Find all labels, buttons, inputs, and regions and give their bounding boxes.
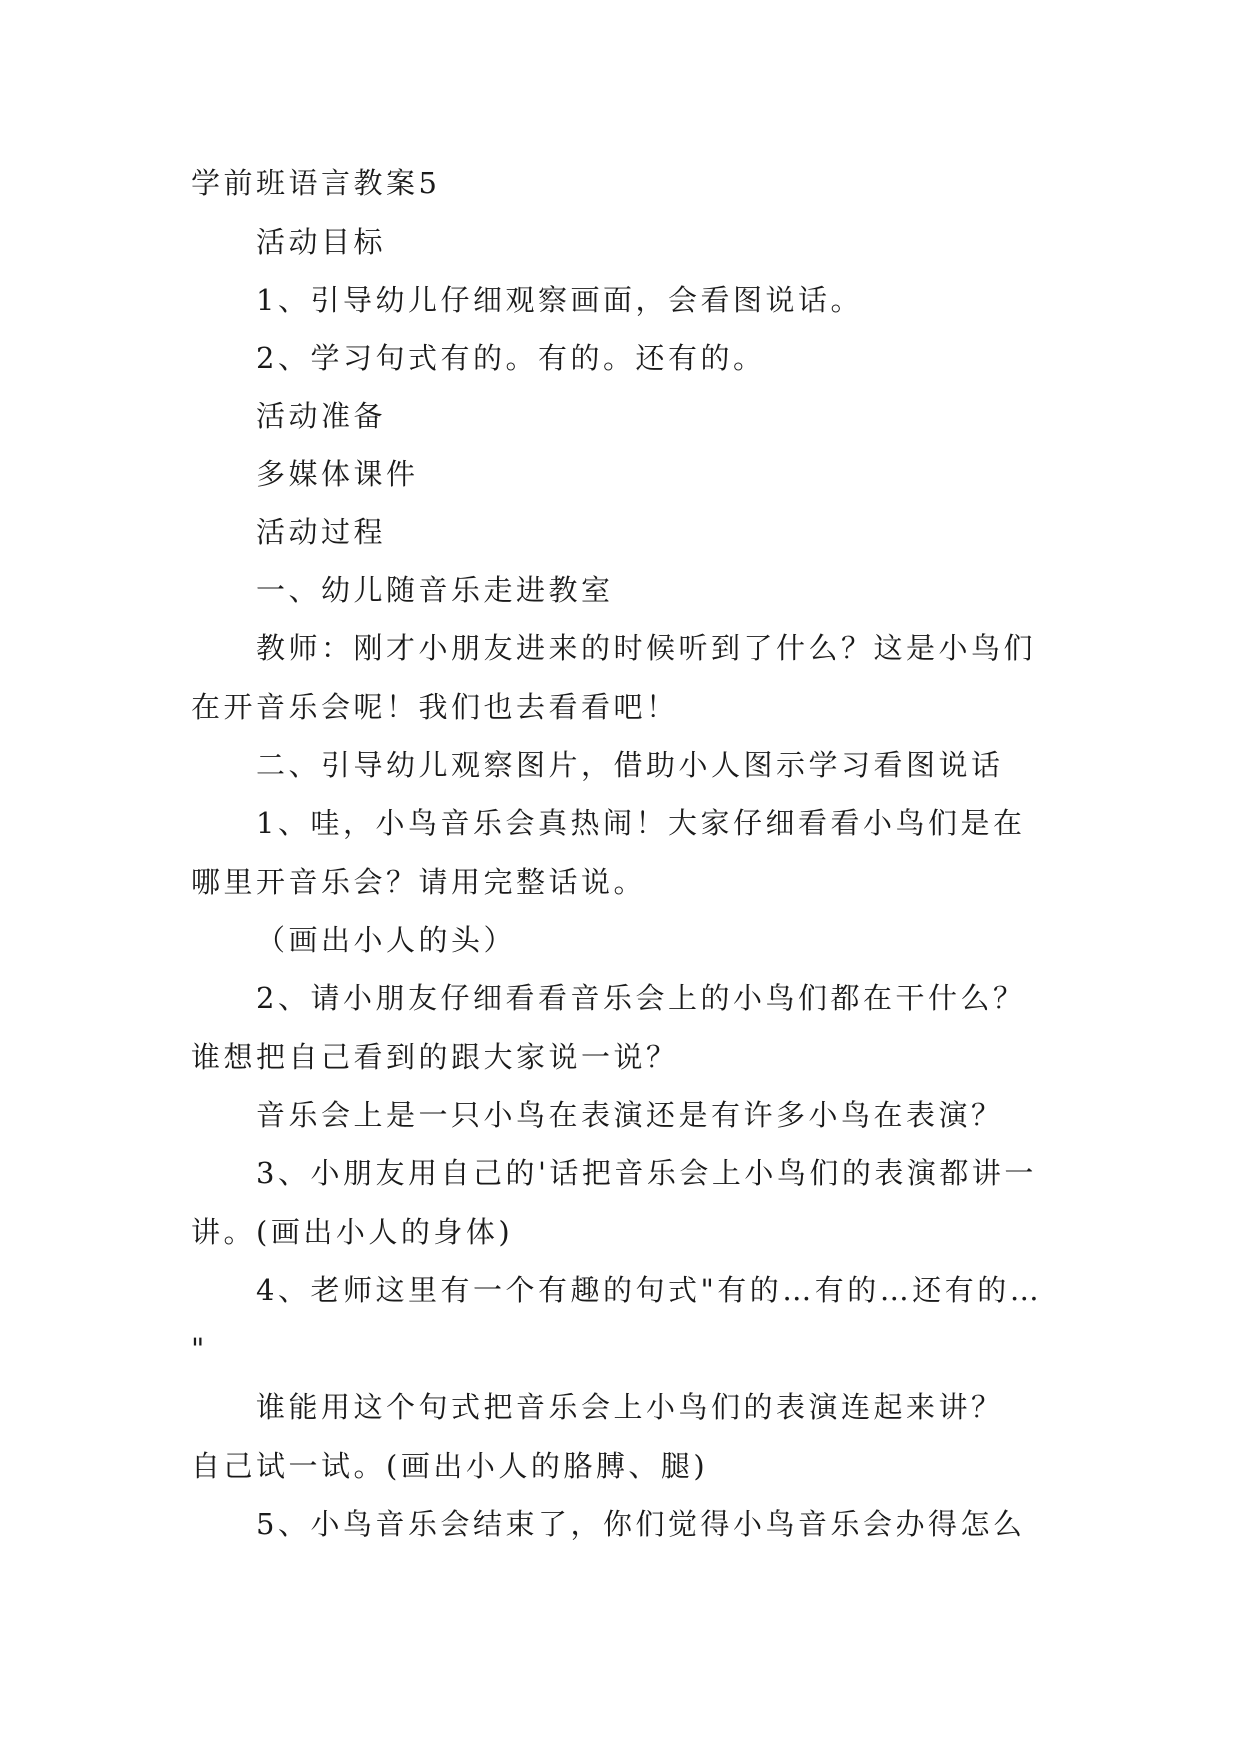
paragraph-continuation: 自己试一试。(画出小人的胳膊、腿) [191,1449,709,1483]
paragraph: 1、引导幼儿仔细观察画面，会看图说话。 [256,283,863,317]
paragraph-continuation: " [191,1332,208,1366]
paragraph-continuation: 谁想把自己看到的跟大家说一说？ [191,1040,679,1074]
paragraph: 1、哇，小鸟音乐会真热闹！大家仔细看看小鸟们是在 [256,806,1026,840]
heading-activity-goals: 活动目标 [256,225,387,259]
paragraph: 音乐会上是一只小鸟在表演还是有许多小鸟在表演？ [256,1098,1004,1132]
paragraph-continuation: 哪里开音乐会？请用完整话说。 [191,865,647,899]
paragraph-continuation: 讲。(画出小人的身体) [191,1215,514,1249]
paragraph-continuation: 在开音乐会呢！我们也去看看吧！ [191,690,679,724]
paragraph: 二、引导幼儿观察图片，借助小人图示学习看图说话 [256,748,1004,782]
paragraph: 教师：刚才小朋友进来的时候听到了什么？这是小鸟们 [256,631,1037,665]
paragraph: 谁能用这个句式把音乐会上小鸟们的表演连起来讲？ [256,1390,1004,1424]
heading-activity-prep: 活动准备 [256,399,387,433]
paragraph: 2、请小朋友仔细看看音乐会上的小鸟们都在干什么？ [256,981,1026,1015]
paragraph: （画出小人的头） [256,923,517,957]
heading-activity-process: 活动过程 [256,515,387,549]
paragraph: 3、小朋友用自己的'话把音乐会上小鸟们的表演都讲一 [256,1156,1037,1190]
paragraph: 多媒体课件 [256,457,419,491]
paragraph: 2、学习句式有的。有的。还有的。 [256,341,766,375]
paragraph: 4、老师这里有一个有趣的句式"有的…有的…还有的… [256,1273,1043,1307]
paragraph: 一、幼儿随音乐走进教室 [256,573,614,607]
document-body [191,165,1051,1543]
document-title: 学前班语言教案5 [191,166,441,200]
paragraph: 5、小鸟音乐会结束了，你们觉得小鸟音乐会办得怎么 [256,1507,1026,1541]
